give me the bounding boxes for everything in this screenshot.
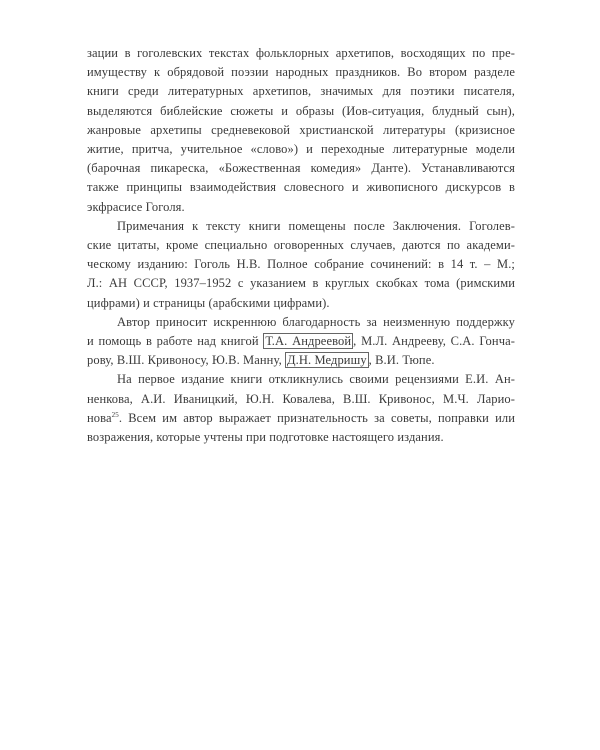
paragraph-acknowledgements: [87, 313, 515, 371]
text-line: ские цитаты, кроме специально оговоренных случаев, даются по академи-: [87, 238, 515, 253]
text-line: зации в гоголевских текстах фольклорных архетипов, восходящих по пре-: [87, 46, 515, 60]
text-line: Примечания к тексту книги помещены после Заключения. Гоголев-: [117, 218, 515, 233]
text-line: книги среди литературных архетипов, значимых для поэтики писателя,: [87, 84, 515, 99]
text-line: [87, 409, 515, 428]
text-line: Автор приносит искреннюю благодарность за неизменную поддержку: [117, 314, 515, 329]
text-line: [87, 332, 515, 351]
paragraph-notes: [87, 217, 515, 313]
text-line: жанровые архетипы средневековой христианской литературы (кризисное: [87, 122, 515, 137]
text-segment: . Всем им автор выражает признательность за советы, поправки или: [118, 410, 515, 425]
text-segment: рову, В.Ш. Кривоносу, Ю.В. Манну,: [87, 353, 286, 368]
text-segment: , М.Л. Андрееву, С.А. Гонча-: [353, 334, 515, 349]
text-segment: нова: [87, 410, 112, 425]
text-line: также принципы взаимодействия словесного и живописного дискурсов в: [87, 180, 515, 195]
text-line: На первое издание книги откликнулись своими рецензиями Е.И. Ан-: [117, 372, 515, 387]
highlighted-name: Д.Н. Медришу: [287, 353, 367, 368]
text-segment: , В.И. Тюпе.: [368, 353, 435, 368]
footnote-marker: 25: [111, 410, 119, 419]
text-line: ненкова, А.И. Иваницкий, Ю.Н. Ковалева, В.Ш. Кривонос, М.Ч. Ларио-: [87, 391, 515, 406]
text-line: выделяются библейские сюжеты и образы (Иов-ситуация, блудный сын),: [87, 103, 515, 118]
text-line: житие, притча, учительное «слово») и переходные литературные модели: [87, 142, 515, 157]
text-line: ческому изданию: Гоголь Н.В. Полное собрание сочинений: в 14 т. – М.;: [87, 257, 515, 272]
body-text: [87, 44, 515, 447]
text-line: экфрасисе Гоголя.: [87, 199, 185, 214]
text-line: (барочная пикареска, «Божественная комедия» Данте). Устанавливаются: [87, 161, 515, 176]
text-line: возражения, которые учтены при подготовке настоящего издания.: [87, 430, 444, 445]
paragraph-archetypes: [87, 44, 515, 217]
text-line: [87, 351, 515, 370]
text-line: имуществу к обрядовой поэзии народных праздников. Во втором разделе: [87, 65, 515, 80]
text-segment: и помощь в работе над книгой: [87, 334, 264, 349]
text-line: цифрами) и страницы (арабскими цифрами).: [87, 295, 330, 310]
paragraph-reviews: [87, 370, 515, 447]
highlighted-name: Т.А. Андреевой: [265, 334, 352, 349]
text-line: Л.: АН СССР, 1937–1952 с указанием в круглых скобках тома (римскими: [87, 276, 515, 291]
